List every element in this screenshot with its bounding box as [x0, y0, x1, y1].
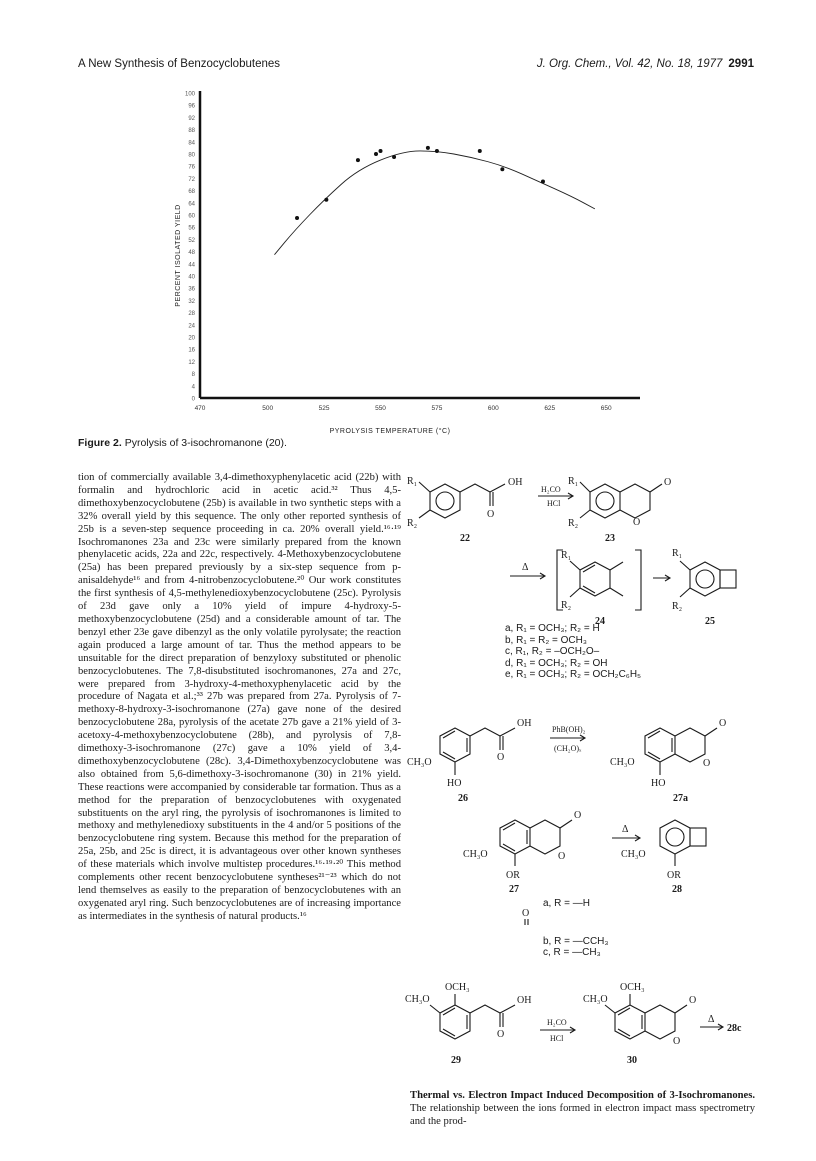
label-O: O	[497, 1029, 505, 1040]
y-tick-label: 20	[188, 335, 195, 342]
x-tick-label: 600	[487, 405, 499, 412]
label-PhBOH: PhB(OH)₂	[552, 725, 586, 734]
body-text-left: tion of commercially available 3,4-dimethoxyphenylacetic acid (22b) with formalin and hydrochloric acid in acetic acid.³² Thus 4,5-dimethoxybenzocyclobutene (25b) is available in two synthetic steps with a 32% overall yield by this sequence. The only other reported synthesis of 25b is a seven-step sequence proceeding in ca. 20% overall yield.¹⁶·¹⁹ Isochromanones 23a and 23c were similarly prepared from the known phenylacetic acids, 22a and 22c, respectively. 4-Methoxybenzocyclobutene (25a) has been prepared previously by a six-step sequence from p-anisaldehyde¹⁶ and from 4-nitrobenzocyclobutene.²⁰ Our work constitutes the first synthesis of 4,5-methylenedioxybenzocyclobutene (25c). Pyrolysis of 23d gave only a 10% yield of impure 4-hydroxy-5-methoxybenzocyclobutene (25d) and a considerable amount of tar. The benzyl ether 23e gave dibenzyl as the only volatile pyrolysate; the reaction again produced a large amount of tar. Thus the method appears to be unsuitable for the direct preparation of benzyloxy substituted or phenolic benzocyclobutenes. The 7,8-disubstituted isochromanones, 27a and 27c, were prepared from 3-hydroxy-4-methoxyphenylacetic acid by the procedure of Nagata et al.;³³ 27b was prepared from 27a. Pyrolysis of 7-methoxy-8-hydroxy-3-isochromanone (27a) gave none of the desired benzocyclobutene 28a, pyrolysis of the acetate 27b gave a 21% yield of 3-acetoxy-4-methoxybenzocyclobutene (28b), and pyrolysis of 7,8-dimethoxy-3-isochromanone (27c) gave a 10% yield of 3,4-dimethoxybenzocyclobutene (28c). 3,4-Dimethoxybenzocyclobutene was also obtained from 5,6-dimethoxy-3-isochromanone (30) in 21% yield. These reactions were accompanied by considerable tar formation. Thus as a method for the preparation of benzocyclobutenes with oxygenated substituents on the aryl ring, the pyrolysis of isochromanones is limited to methoxy and methylenedioxy substituents in the 4 and/or 5 positions of the benzocyclobutene ring system. Because this method for the preparation of 25a, 25b, and 25c is direct, it is advantageous over other known syntheses of these materials which involve multistep procedures.¹⁶·¹⁹·²⁰ This method complements other recent benzocyclobutene syntheses²¹⁻²³ which do not lend themselves as easily to the preparation of benzocyclobutenes with an oxygenated aryl ring. Such benzocyclobutenes are of increasing importance as intermediates in the synthesis of natural products.¹⁶	[78, 472, 401, 922]
page-number: 2991	[728, 58, 754, 70]
label-O: O	[689, 995, 697, 1006]
label-CH3O: CH₃O	[405, 994, 430, 1005]
compound-label: 28c	[727, 1023, 742, 1034]
journal-citation: J. Org. Chem., Vol. 42, No. 18, 1977	[536, 58, 723, 70]
fit-curve	[274, 151, 594, 255]
label-R1: R₁	[407, 476, 418, 487]
section-title: Thermal vs. Electron Impact Induced Decomposition of 3-Isochromanones.	[410, 1090, 755, 1101]
y-tick-label: 8	[191, 372, 195, 379]
compound-label: 26	[458, 793, 468, 804]
label-delta: Δ	[522, 562, 529, 573]
y-tick-label: 44	[188, 262, 195, 269]
y-tick-label: 60	[188, 213, 195, 220]
caption-label: Figure 2.	[78, 437, 122, 449]
label-O: O	[558, 851, 566, 862]
compound-label: 28	[672, 884, 682, 895]
y-tick-label: 96	[188, 103, 195, 110]
compound-label: 27a	[673, 793, 688, 804]
label-H2CO: H₂CO	[541, 485, 561, 494]
label-OH: OH	[508, 477, 523, 488]
label-OH: OH	[517, 995, 532, 1006]
compound-label: 24	[595, 616, 605, 627]
legend-line: b, R = —CCH₃	[543, 935, 609, 947]
legend-line: a, R₁ = OCH₃; R₂ = H	[505, 623, 600, 634]
label-O: O	[719, 718, 727, 729]
y-tick-label: 68	[188, 189, 195, 196]
y-tick-label: 80	[188, 152, 195, 159]
label-R2: R₂	[568, 518, 579, 529]
label-O: O	[522, 908, 530, 919]
label-delta: Δ	[708, 1014, 715, 1025]
label-R2: R₂	[561, 600, 572, 611]
structure-25	[680, 561, 736, 597]
y-tick-label: 0	[191, 396, 195, 403]
label-OR: OR	[667, 870, 681, 881]
label-CH3O: CH₃O	[407, 757, 432, 768]
legend-line: a, R = —H	[543, 898, 590, 909]
compound-label: 30	[627, 1055, 637, 1066]
substituent-legend-22-25	[505, 623, 641, 681]
data-point	[435, 149, 439, 153]
label-CH2O: (CH₂O)ₓ	[554, 744, 582, 753]
legend-line: d, R₁ = OCH₃; R₂ = OH	[505, 657, 608, 669]
structure-28	[660, 820, 706, 866]
figure-caption	[78, 437, 287, 449]
x-tick-label: 625	[544, 405, 556, 412]
compound-label: 22	[460, 533, 470, 544]
section-paragraph	[410, 1090, 755, 1129]
legend-line: e, R₁ = OCH₃; R₂ = OCH₂C₆H₅	[505, 669, 642, 680]
running-header-journal	[537, 58, 754, 70]
section-text: The relationship between the ions formed in electron impact mass spectrometry and the prod-	[410, 1102, 755, 1127]
y-tick-label: 16	[188, 347, 195, 354]
compound-label: 29	[451, 1055, 461, 1066]
structure-30	[605, 994, 687, 1039]
y-tick-label: 64	[188, 201, 195, 208]
data-point	[356, 158, 360, 162]
y-tick-label: 40	[188, 274, 195, 281]
reaction-scheme	[405, 470, 765, 1085]
label-OCH3: OCH₃	[620, 982, 645, 993]
label-O: O	[664, 477, 672, 488]
structure-23	[580, 482, 662, 518]
data-point	[295, 216, 299, 220]
y-tick-label: 100	[184, 91, 195, 98]
label-O: O	[497, 752, 505, 763]
label-OH: OH	[517, 718, 532, 729]
data-point	[379, 149, 383, 153]
label-R2: R₂	[407, 518, 418, 529]
x-tick-label: 470	[194, 405, 206, 412]
label-OCH3: OCH₃	[445, 982, 470, 993]
x-axis-label: PYROLYSIS TEMPERATURE (°C)	[329, 428, 451, 435]
legend-line: b, R₁ = R₂ = OCH₃	[505, 634, 587, 646]
compound-label: 23	[605, 533, 615, 544]
label-HO: HO	[651, 778, 666, 789]
label-HCl: HCl	[547, 499, 561, 508]
data-point	[541, 179, 545, 183]
legend-line: c, R = —CH₃	[543, 947, 601, 958]
x-tick-label: 550	[375, 405, 386, 412]
y-tick-label: 12	[188, 359, 195, 366]
y-tick-label: 76	[188, 164, 195, 171]
label-HCl: HCl	[550, 1034, 564, 1043]
label-R1: R₁	[561, 550, 572, 561]
label-R1: R₁	[568, 476, 579, 487]
running-header-title: A New Synthesis of Benzocyclobutenes	[78, 58, 281, 70]
x-tick-label: 500	[262, 405, 274, 412]
label-CH3O: CH₃O	[463, 849, 488, 860]
label-O: O	[703, 758, 711, 769]
label-O: O	[633, 517, 641, 528]
y-tick-label: 52	[188, 237, 195, 244]
y-tick-label: 56	[188, 225, 195, 232]
y-tick-label: 28	[188, 311, 195, 318]
label-R1: R₁	[672, 548, 683, 559]
y-tick-label: 84	[188, 140, 195, 147]
substituent-legend-27-28	[543, 898, 608, 959]
x-tick-label: 575	[431, 405, 443, 412]
y-tick-label: 92	[188, 115, 195, 122]
label-O: O	[673, 1036, 681, 1047]
compound-label: 25	[705, 616, 715, 627]
y-tick-label: 4	[191, 384, 195, 391]
label-R2: R₂	[672, 601, 683, 612]
label-O: O	[574, 810, 582, 821]
x-tick-label: 525	[318, 405, 330, 412]
yield-chart	[0, 85, 816, 435]
label-O: O	[487, 509, 495, 520]
data-point	[500, 167, 504, 171]
y-tick-label: 48	[188, 250, 195, 257]
label-delta: Δ	[622, 824, 629, 835]
y-tick-label: 24	[188, 323, 195, 330]
x-tick-label: 650	[600, 405, 612, 412]
y-tick-label: 72	[188, 176, 195, 183]
label-CH3O: CH₃O	[610, 757, 635, 768]
data-point	[392, 155, 396, 159]
label-OR: OR	[506, 870, 520, 881]
compound-label: 27	[509, 884, 519, 895]
label-CH3O: CH₃O	[621, 849, 646, 860]
data-point	[324, 198, 328, 202]
label-HO: HO	[447, 778, 462, 789]
data-point	[478, 149, 482, 153]
y-tick-label: 88	[188, 128, 195, 135]
legend-line: c, R₁, R₂ = –OCH₂O–	[505, 646, 600, 657]
y-axis-label: PERCENT ISOLATED YIELD	[175, 204, 182, 307]
label-H2CO: H₂CO	[547, 1018, 567, 1027]
y-tick-label: 32	[188, 298, 195, 305]
data-point	[426, 146, 430, 150]
label-CH3O: CH₃O	[583, 994, 608, 1005]
caption-text: Pyrolysis of 3-isochromanone (20).	[124, 437, 287, 449]
y-tick-label: 36	[188, 286, 195, 293]
data-point	[374, 152, 378, 156]
